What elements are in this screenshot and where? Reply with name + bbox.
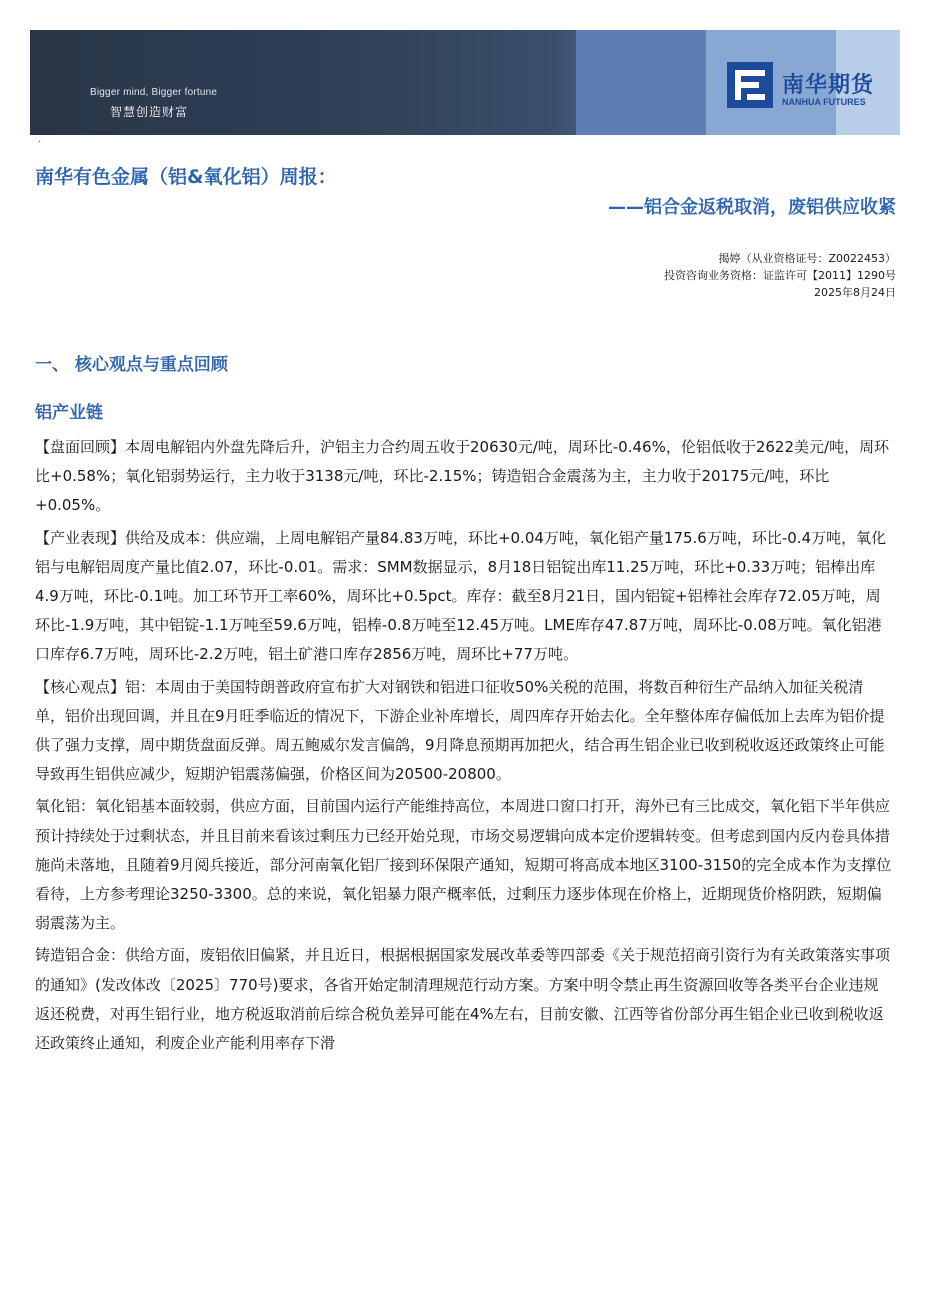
paragraph-cast-alloy: 铸造铝合金：供给方面，废铝依旧偏紧，并且近日，根据根据国家发展改革委等四部委《关于规范招商引资行为有关政策落实事项的通知》(发改体改〔2025〕770号)要求，各省开始定制清理规范行动方案。方案中明令禁止再生资源回收等各类平台企业违规返还税费，对再生铝行业，地方税返取消前后综合税负差异可能在4%左右，目前安徽、江西等省份部分再生铝企业已收到税收返还政策终止通知，利废企业产能利用率存下滑 — [35, 946, 891, 1053]
author-line: 揭婷（从业资格证号：Z0022453） — [718, 252, 896, 265]
report-body — [35, 433, 893, 1061]
paragraph-alumina: 氧化铝：氧化铝基本面较弱，供应方面，目前国内运行产能维持高位，本周进口窗口打开，海外已有三比成交，氧化铝下半年供应预计持续处于过剩状态，并且目前来看该过剩压力已经开始兑现，市场交易逻辑向成本定价逻辑转变。但考虑到国内反内卷具体措施尚未落地，且随着9月阅兵接近，部分河南氧化铝厂接到环保限产通知，短期可将高成本地区3100-3150的完全成本作为支撑位看待，上方参考理论3250-3300。总的来说，氧化铝暴力限产概率低，过剩压力逐步体现在价格上，近期现货价格阴跌，短期偏弱震荡为主。 — [35, 797, 892, 933]
paragraph-core-view: 【核心观点】铝：本周由于美国特朗普政府宣布扩大对钢铁和铝进口征收50%关税的范围，将数百种衍生产品纳入加征关税清单，铝价出现回调，并且在9月旺季临近的情况下，下游企业补库增长，周四库存开始去化。全年整体库存偏低加上去库为铝价提供了强力支撑，周中期货盘面反弹。周五鲍威尔发言偏鸽，9月降息预期再加把火，结合再生铝企业已收到税收返还政策终止可能导致再生铝供应减少，短期沪铝震荡偏强，价格区间为20500-20800。 — [35, 677, 885, 784]
section-subheading: 铝产业链 — [35, 403, 103, 423]
header-banner — [30, 30, 900, 135]
logo-text: 南华期货 — [782, 73, 875, 98]
paragraph-industry-performance: 【产业表现】供给及成本：供应端，上周电解铝产量84.83万吨，环比+0.04万吨，氧化铝产量175.6万吨，环比-0.4万吨，氧化铝与电解铝周度产量比值2.07，环比-0.01。需求：SMM数据显示，8月18日铝锭出库11.25万吨，环比+0.33万吨；铝棒出库4.9万吨，环比-0.1吨。加工环节开工率60%，周环比+0.5pct。库存：截至8月21日，国内铝锭+铝棒社会库存72.05万吨，周环比-1.9万吨，其中铝锭-1.1万吨至59.6万吨，铝棒-0.8万吨至12.45万吨。LME库存47.87万吨，周环比-0.08万吨。氧化铝港口库存6.7万吨，周环比-2.2万吨，铝土矿港口库存2856万吨，周环比+77万吨。 — [35, 528, 887, 664]
slogan-english: Bigger mind, Bigger fortune — [90, 87, 218, 98]
slogan-chinese: 智慧创造财富 — [110, 105, 189, 119]
nanhua-logo-icon — [727, 62, 773, 108]
banner-panel — [576, 30, 706, 135]
paragraph-market-review: 【盘面回顾】本周电解铝内外盘先降后升，沪铝主力合约周五收于20630元/吨，周环比-0.46%，伦铝低收于2622美元/吨，周环比+0.58%；氧化铝弱势运行，主力收于3138元/吨，环比-2.15%；铸造铝合金震荡为主，主力收于20175元/吨，环比+0.05%。 — [35, 438, 890, 515]
date-line: 2025年8月24日 — [814, 286, 896, 299]
report-title: 南华有色金属（铝&氧化铝）周报： — [35, 166, 337, 188]
report-subtitle: ——铝合金返税取消，废铝供应收紧 — [608, 197, 896, 218]
report-meta — [664, 250, 896, 301]
section-heading: 一、 核心观点与重点回顾 — [35, 355, 228, 375]
logo-subtext: NANHUA FUTURES — [782, 97, 866, 107]
license-line: 投资咨询业务资格：证监许可【2011】1290号 — [664, 269, 896, 282]
page-marker: · — [38, 137, 42, 148]
